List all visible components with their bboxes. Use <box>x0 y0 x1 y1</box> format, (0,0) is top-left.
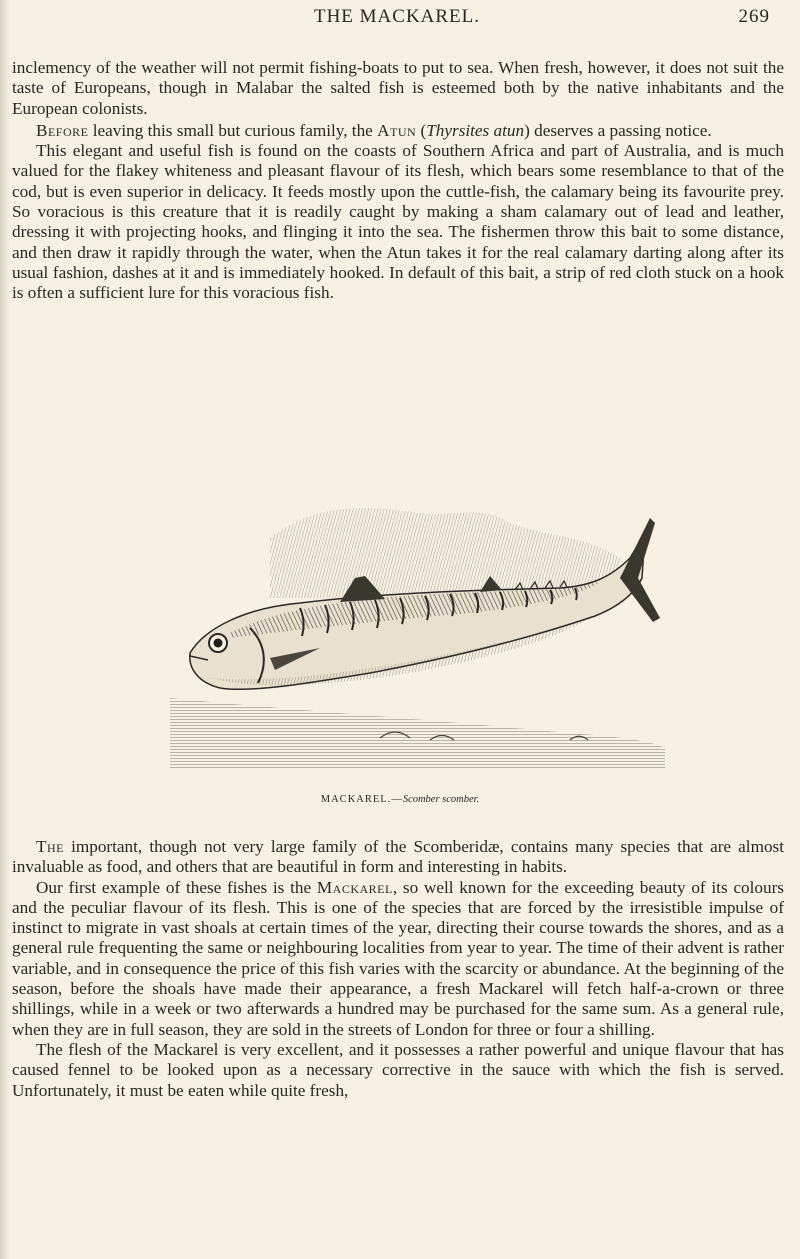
paragraph-continued: inclemency of the weather will not permit fishing-boats to put to sea. When fresh, however, it does not suit the taste of Europeans, though in Malabar the salted fish is esteemed both by the native inhabitants and the European colonists. <box>12 58 784 118</box>
text-run: , so well known for the exceeding beauty of its colours and the peculiar flavour of its flesh. This is one of the species that are forced by the irresistible impulse of instinct to migrate in vast shoals at certain times of the year, directing their course towards the shores, and as a general rule frequenting the same or neighbouring localities from year to year. The time of their advent is rather variable, and in consequence the price of this fish varies with the scarcity or abundance. At the beginning of the season, before the shoals have made their appearance, a fresh Mackarel will fetch half-a-crown or three shillings, while in a week or two afterwards a hundred may be purchased for the same sum. As a general rule, when they are in full season, they are sold in the streets of London for three or four a shilling. <box>12 877 785 1039</box>
page-edge-shadow <box>0 0 10 1259</box>
figure-caption <box>0 794 800 805</box>
top-text-block <box>12 58 784 304</box>
rock-background <box>270 508 620 598</box>
paragraph-scomberidae <box>12 837 784 878</box>
page-number: 269 <box>738 6 770 27</box>
text-run: ) deserves a passing notice. <box>524 120 712 140</box>
running-head <box>22 6 772 36</box>
paragraph-atun-description: This elegant and useful fish is found on the coasts of Southern Africa and part of Australia, and is much valued for the flakey whiteness and pleasant flavour of its flesh, which bears some resemblance to that of the cod, but is even superior in delicacy. It feeds mostly upon the cuttle-fish, the calamary being its favourite prey. So voracious is this creature that it is readily caught by making a sham calamary out of lead and leather, dressing it with projecting hooks, and flinging it into the sea. The fishermen throw this bait to some distance, and then draw it rapidly through the water, when the Atun takes it for the real calamary darting along after its usual fashion, dashes at it and is immediately hooked. In default of this bait, a strip of red cloth stuck on a hook is often a sufficient lure for this voracious fish. <box>12 141 784 303</box>
text-run: ( <box>416 120 427 140</box>
fish-name-mackarel: Mackarel <box>316 877 393 897</box>
lead-word: Before <box>36 120 89 140</box>
species-name: Thyrsites atun <box>426 120 525 140</box>
running-head-title: THE MACKAREL. <box>313 6 481 27</box>
text-run: important, though not very large family of the Scomberidæ, contains many species that are almost invaluable as food, and others that are beautiful in form and interesting in habits. <box>12 837 784 877</box>
tail-fin <box>620 518 660 622</box>
sea-ground <box>170 698 665 768</box>
paragraph-mackarel-flesh: The flesh of the Mackarel is very excellent, and it possesses a rather powerful and unique flavour that has caused fennel to be looked upon as a necessary corrective in the sauce with which the fish is served. Unfortunately, it must be eaten while quite fresh, <box>12 1039 784 1100</box>
bottom-text-block <box>12 837 784 1101</box>
text-run: Our first example of these fishes is the <box>36 877 317 897</box>
mackarel-engraving <box>150 478 670 783</box>
caption-name: MACKAREL. <box>320 794 392 805</box>
paragraph-mackarel-intro <box>12 878 784 1040</box>
caption-dash: — <box>391 794 403 805</box>
paragraph-atun-intro <box>12 121 784 141</box>
lead-word: The <box>36 837 64 856</box>
caption-species: Scomber scomber. <box>402 794 480 805</box>
fish-name-atun: Atun <box>377 120 417 140</box>
text-run: leaving this small but curious family, the <box>88 120 378 140</box>
